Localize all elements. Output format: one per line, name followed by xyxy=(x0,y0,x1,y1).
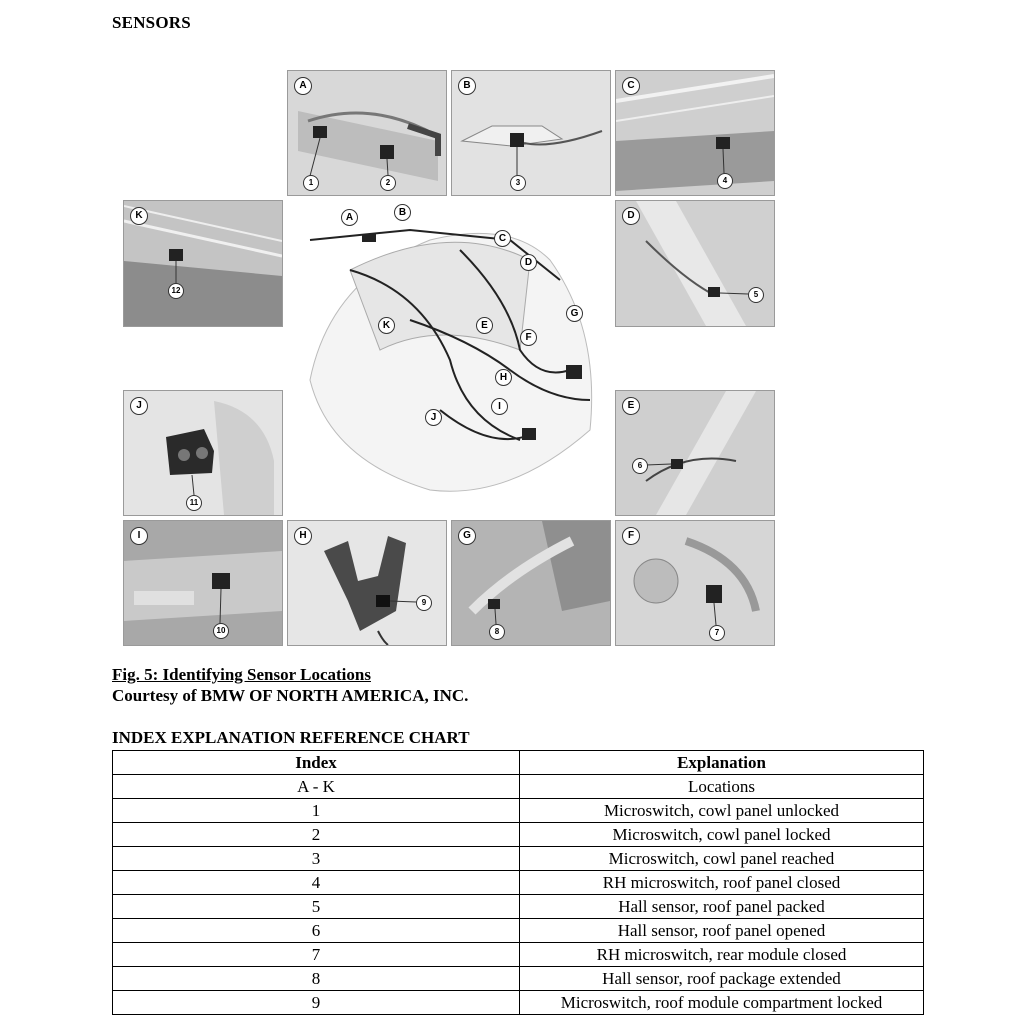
panel-letter-d: D xyxy=(622,207,640,225)
panel-c-illustration xyxy=(616,71,774,195)
detail-panel-d xyxy=(615,200,775,327)
panel-letter-k: K xyxy=(130,207,148,225)
panel-letter-i: I xyxy=(130,527,148,545)
index-cell: 5 xyxy=(113,895,520,919)
index-cell: 2 xyxy=(113,823,520,847)
explanation-cell: Hall sensor, roof package extended xyxy=(520,967,924,991)
panel-letter-f: F xyxy=(622,527,640,545)
index-cell: A - K xyxy=(113,775,520,799)
detail-panel-b xyxy=(451,70,611,196)
panel-h-illustration xyxy=(288,521,446,645)
callout-11: 11 xyxy=(186,495,202,511)
callout-10: 10 xyxy=(213,623,229,639)
panel-d-illustration xyxy=(616,201,774,326)
detail-panel-g xyxy=(451,520,611,646)
callout-3: 3 xyxy=(510,175,526,191)
detail-panel-k xyxy=(123,200,283,327)
header-index: Index xyxy=(113,751,520,775)
table-row xyxy=(113,991,924,1015)
callout-2: 2 xyxy=(380,175,396,191)
courtesy-line: Courtesy of BMW OF NORTH AMERICA, INC. xyxy=(112,686,469,705)
panel-letter-g: G xyxy=(458,527,476,545)
section-heading: SENSORS xyxy=(112,13,191,32)
explanation-cell: RH microswitch, rear module closed xyxy=(520,943,924,967)
panel-letter-a: A xyxy=(294,77,312,95)
callout-7: 7 xyxy=(709,625,725,641)
panel-letter-c: C xyxy=(622,77,640,95)
panel-letter-h: H xyxy=(294,527,312,545)
index-cell: 1 xyxy=(113,799,520,823)
table-row xyxy=(113,895,924,919)
index-explanation-table xyxy=(112,750,924,1015)
explanation-cell: Locations xyxy=(520,775,924,799)
index-cell: 3 xyxy=(113,847,520,871)
location-marker-i: I xyxy=(491,398,508,415)
callout-8: 8 xyxy=(489,624,505,640)
explanation-cell: Microswitch, cowl panel unlocked xyxy=(520,799,924,823)
explanation-cell: Microswitch, cowl panel reached xyxy=(520,847,924,871)
detail-panel-h xyxy=(287,520,447,646)
callout-5: 5 xyxy=(748,287,764,303)
table-row xyxy=(113,823,924,847)
index-cell: 6 xyxy=(113,919,520,943)
location-marker-h: H xyxy=(495,369,512,386)
location-marker-a: A xyxy=(341,209,358,226)
detail-panel-a xyxy=(287,70,447,196)
header-explanation: Explanation xyxy=(520,751,924,775)
explanation-cell: Hall sensor, roof panel opened xyxy=(520,919,924,943)
location-marker-c: C xyxy=(494,230,511,247)
index-cell: 7 xyxy=(113,943,520,967)
table-row xyxy=(113,943,924,967)
explanation-cell: Microswitch, roof module compartment locked xyxy=(520,991,924,1015)
convertible-car-diagram xyxy=(290,200,610,500)
index-cell: 4 xyxy=(113,871,520,895)
callout-12: 12 xyxy=(168,283,184,299)
callout-1: 1 xyxy=(303,175,319,191)
panel-b-illustration xyxy=(452,71,610,195)
figure-caption: Fig. 5: Identifying Sensor Locations xyxy=(112,665,371,684)
callout-6: 6 xyxy=(632,458,648,474)
panel-k-illustration xyxy=(124,201,282,326)
index-cell: 8 xyxy=(113,967,520,991)
detail-panel-i xyxy=(123,520,283,646)
panel-letter-j: J xyxy=(130,397,148,415)
table-row xyxy=(113,919,924,943)
location-marker-f: F xyxy=(520,329,537,346)
panel-i-illustration xyxy=(124,521,282,645)
panel-g-illustration xyxy=(452,521,610,645)
explanation-cell: Hall sensor, roof panel packed xyxy=(520,895,924,919)
location-marker-b: B xyxy=(394,204,411,221)
reference-chart-title: INDEX EXPLANATION REFERENCE CHART xyxy=(112,728,470,747)
detail-panel-c xyxy=(615,70,775,196)
panel-j-illustration xyxy=(124,391,282,515)
location-marker-g: G xyxy=(566,305,583,322)
panel-letter-b: B xyxy=(458,77,476,95)
table-row xyxy=(113,847,924,871)
panel-letter-e: E xyxy=(622,397,640,415)
explanation-cell: RH microswitch, roof panel closed xyxy=(520,871,924,895)
explanation-cell: Microswitch, cowl panel locked xyxy=(520,823,924,847)
callout-9: 9 xyxy=(416,595,432,611)
table-row xyxy=(113,775,924,799)
callout-4: 4 xyxy=(717,173,733,189)
index-cell: 9 xyxy=(113,991,520,1015)
location-marker-d: D xyxy=(520,254,537,271)
panel-f-illustration xyxy=(616,521,774,645)
table-row xyxy=(113,871,924,895)
detail-panel-f xyxy=(615,520,775,646)
table-row xyxy=(113,799,924,823)
location-marker-e: E xyxy=(476,317,493,334)
detail-panel-e xyxy=(615,390,775,516)
table-row xyxy=(113,967,924,991)
panel-e-illustration xyxy=(616,391,774,515)
table-header-row xyxy=(113,751,924,775)
location-marker-j: J xyxy=(425,409,442,426)
detail-panel-j xyxy=(123,390,283,516)
location-marker-k: K xyxy=(378,317,395,334)
